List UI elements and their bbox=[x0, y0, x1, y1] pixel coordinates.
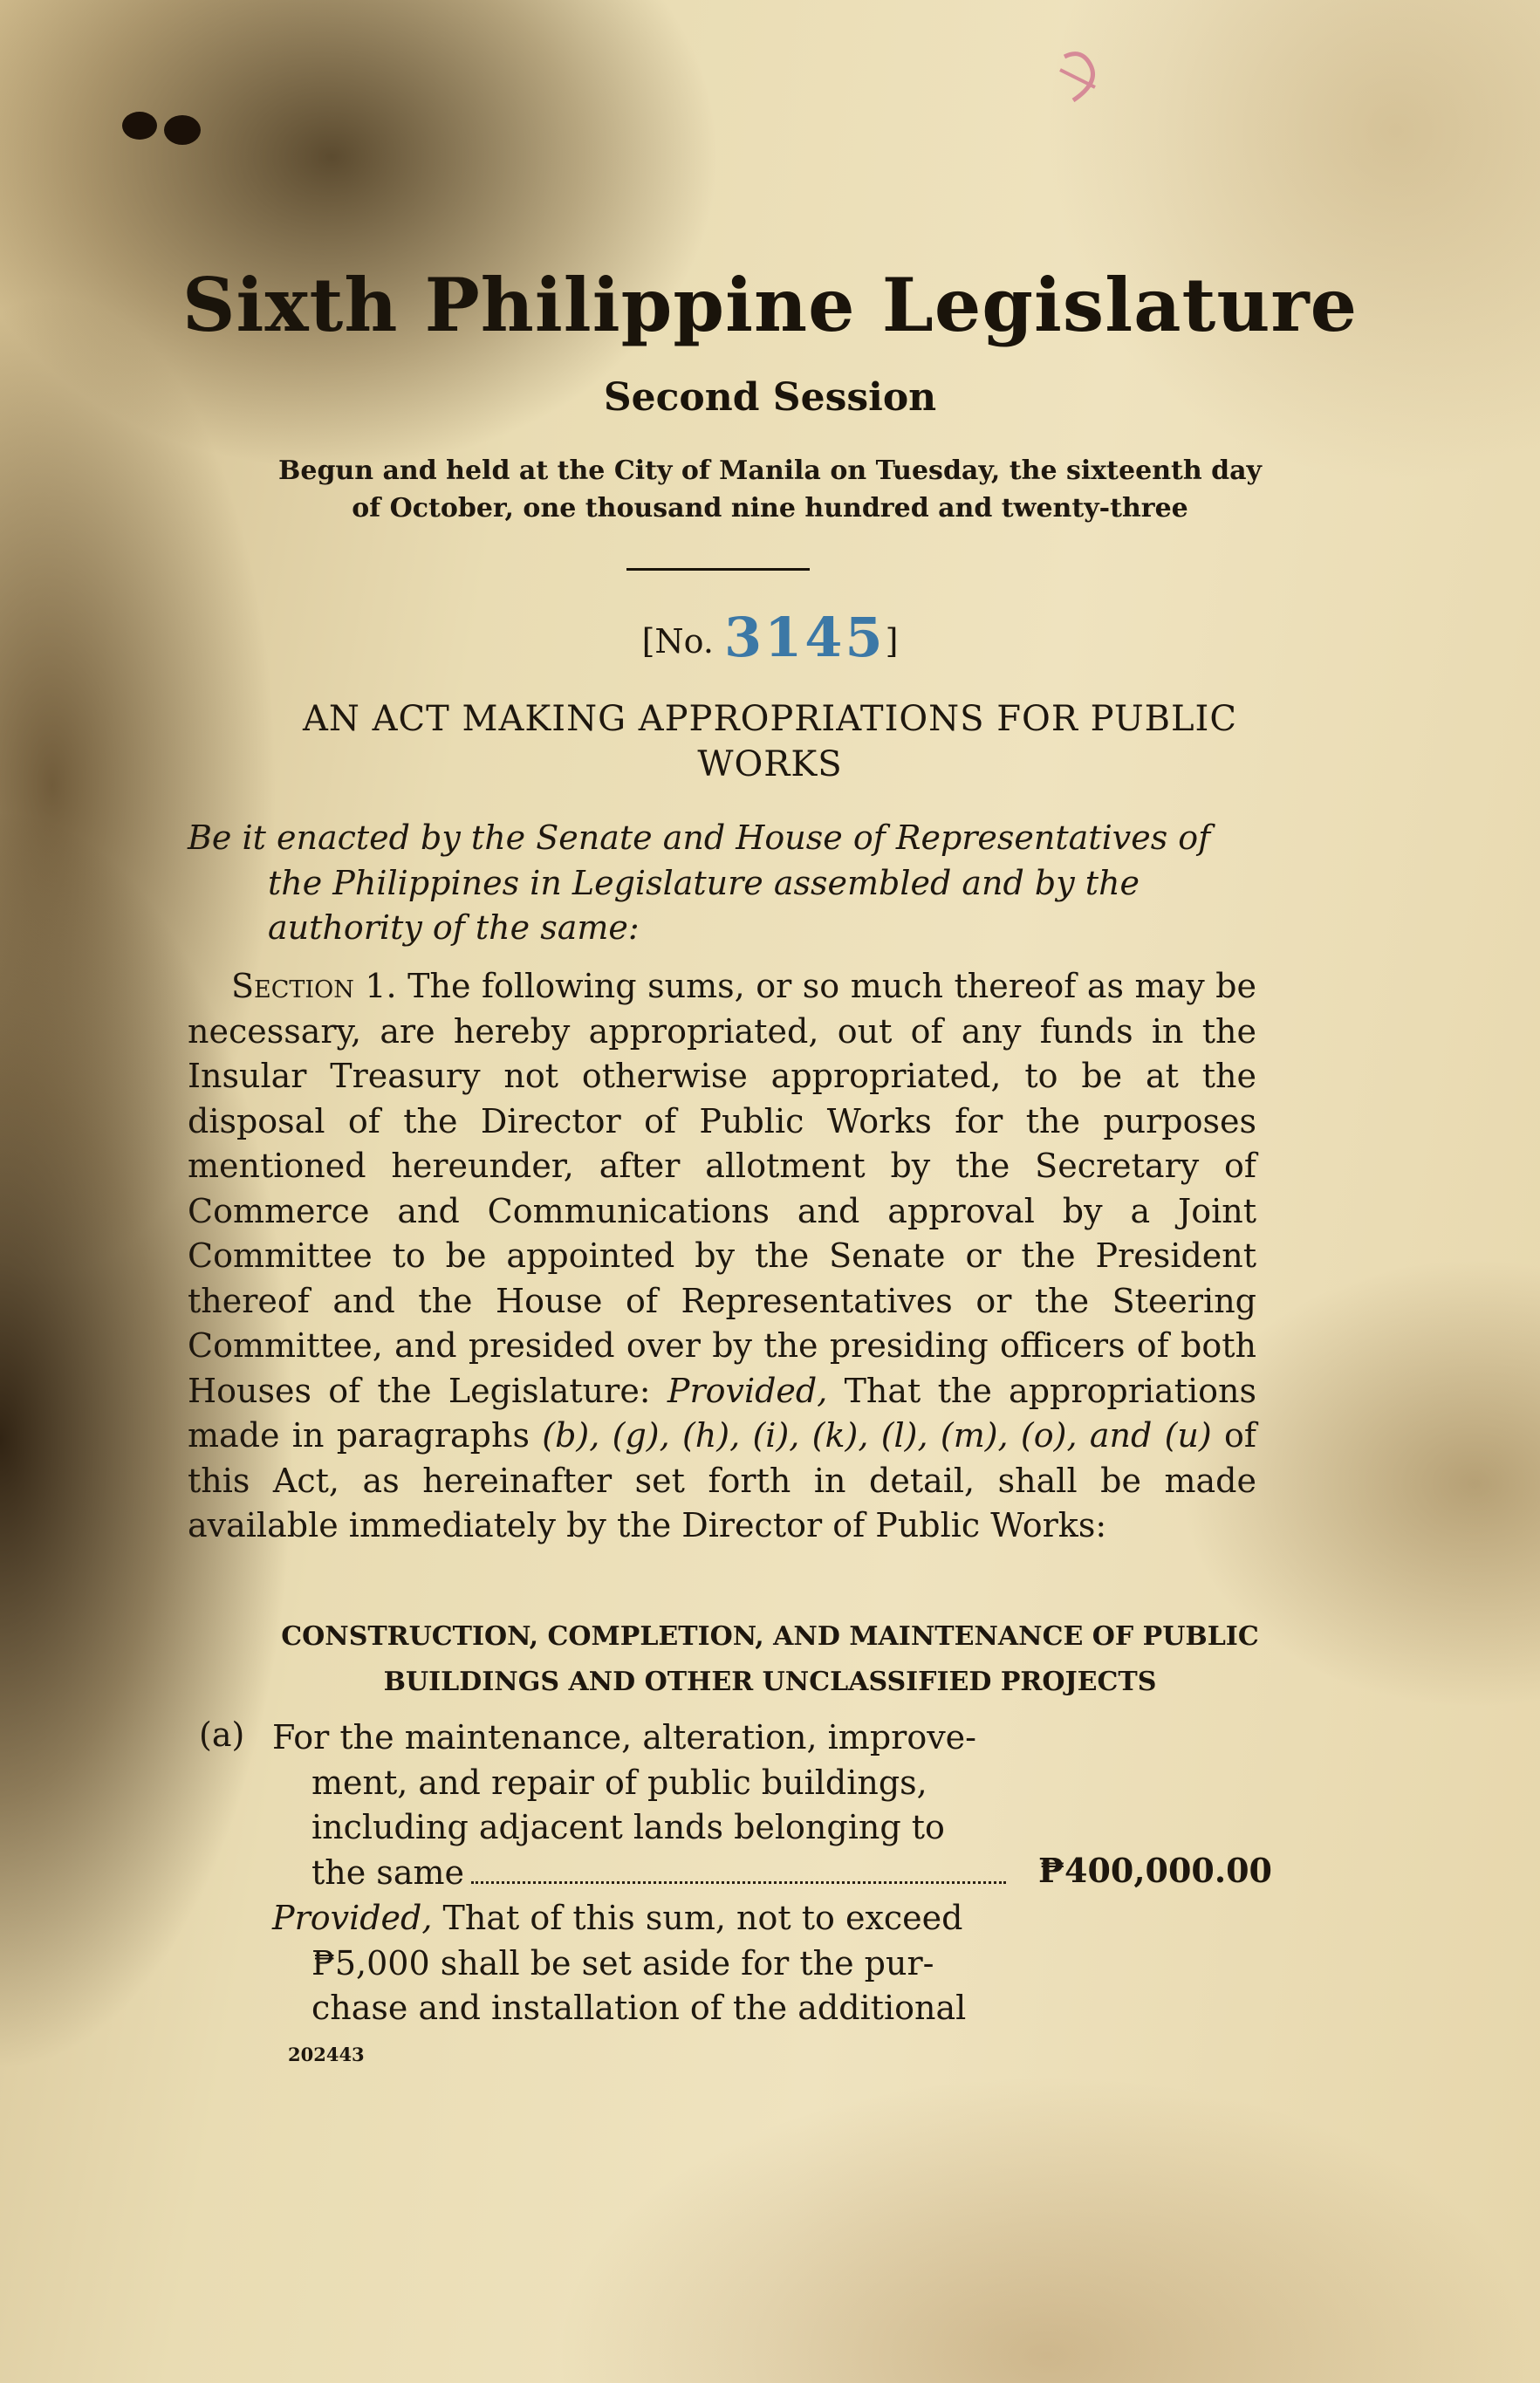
dateline-line-2: of October, one thousand nine hundred and twenty-three bbox=[352, 493, 1188, 524]
enacting-line-2: the Philippines in Legislature assembled and by the bbox=[268, 863, 1140, 902]
item-a-proviso bbox=[272, 1896, 1010, 2031]
section-label: Section 1. bbox=[231, 967, 397, 1005]
paragraph-refs: (b), (g), (h), (i), (k), (l), (m), (o), and (u) bbox=[542, 1416, 1212, 1455]
item-a-line-3: including adjacent lands belonging to bbox=[311, 1808, 945, 1846]
proviso-line-2: ₱5,000 shall be set aside for the pur- bbox=[311, 1943, 934, 1982]
act-number bbox=[0, 606, 1540, 669]
item-a-text bbox=[272, 1715, 1010, 1895]
section-1 bbox=[188, 964, 1256, 1549]
act-number-prefix: [No. bbox=[641, 622, 714, 661]
item-a-line-4-text: the same bbox=[311, 1852, 464, 1892]
proviso-label: Provided, bbox=[272, 1899, 433, 1937]
session-title: Second Session bbox=[603, 375, 937, 420]
binding-hole bbox=[164, 115, 201, 145]
section-heading-line-2: BUILDINGS AND OTHER UNCLASSIFIED PROJECTS bbox=[383, 1667, 1157, 1697]
act-title-line-1: AN ACT MAKING APPROPRIATIONS FOR PUBLIC bbox=[303, 699, 1237, 739]
section-heading bbox=[0, 1614, 1540, 1705]
section-text-a: The following sums, or so much thereof as may be necessary, are hereby appropriated, out of any funds in the Insular Treasury not otherwise appropriated, to be at the disposal of the Director of Public Works for the purposes mentioned hereunder, after allotment by the Secretary of Commerce and Communications and approval by a Joint Committee to be appointed by the Senate or the President thereof and the House of Representatives or the Steering Committee, and presided over by the presiding officers of both Houses of the Legislature: bbox=[188, 967, 1256, 1410]
act-title bbox=[0, 696, 1540, 787]
binding-hole bbox=[122, 112, 157, 140]
divider bbox=[626, 568, 810, 571]
section-text-c: of this Act, as hereinafter set forth in detail, shall be made available immediately by the Director of Public Works: bbox=[188, 1416, 1256, 1544]
proviso-line-1-text: That of this sum, not to exceed bbox=[442, 1899, 963, 1937]
enacting-line-1: Be it enacted by the Senate and House of Representatives of bbox=[188, 818, 1211, 857]
session-dateline bbox=[0, 452, 1540, 527]
dateline-line-1: Begun and held at the City of Manila on Tuesday, the sixteenth day bbox=[278, 455, 1262, 486]
proviso-line-3: chase and installation of the additional bbox=[311, 1989, 967, 2027]
legislature-title: Sixth Philippine Legislature bbox=[181, 262, 1359, 348]
act-title-line-2: WORKS bbox=[697, 744, 843, 784]
item-a-line-4 bbox=[272, 1851, 1010, 1896]
section-text-b: That the appropriations made in paragraphs bbox=[188, 1371, 1256, 1455]
printer-code: 202443 bbox=[288, 2044, 365, 2065]
ink-mark bbox=[1056, 48, 1108, 109]
item-a-amount: ₱400,000.00 bbox=[1038, 1851, 1272, 1890]
enacting-line-3: authority of the same: bbox=[268, 908, 640, 947]
provided-label: Provided, bbox=[667, 1371, 828, 1410]
proviso-line-1 bbox=[272, 1896, 1010, 1941]
act-number-suffix: ] bbox=[885, 622, 899, 661]
dot-leader bbox=[471, 1881, 1006, 1884]
item-a-line-2: ment, and repair of public buildings, bbox=[311, 1763, 927, 1802]
item-a-line-1: For the maintenance, alteration, improve- bbox=[272, 1718, 976, 1756]
section-heading-line-1: CONSTRUCTION, COMPLETION, AND MAINTENANCE OF PUBLIC bbox=[281, 1621, 1259, 1652]
enacting-clause bbox=[188, 816, 1256, 951]
act-number-stamp: 3145 bbox=[724, 606, 886, 669]
enacting-clause-text bbox=[188, 816, 1256, 951]
item-a-letter: (a) bbox=[199, 1715, 245, 1754]
